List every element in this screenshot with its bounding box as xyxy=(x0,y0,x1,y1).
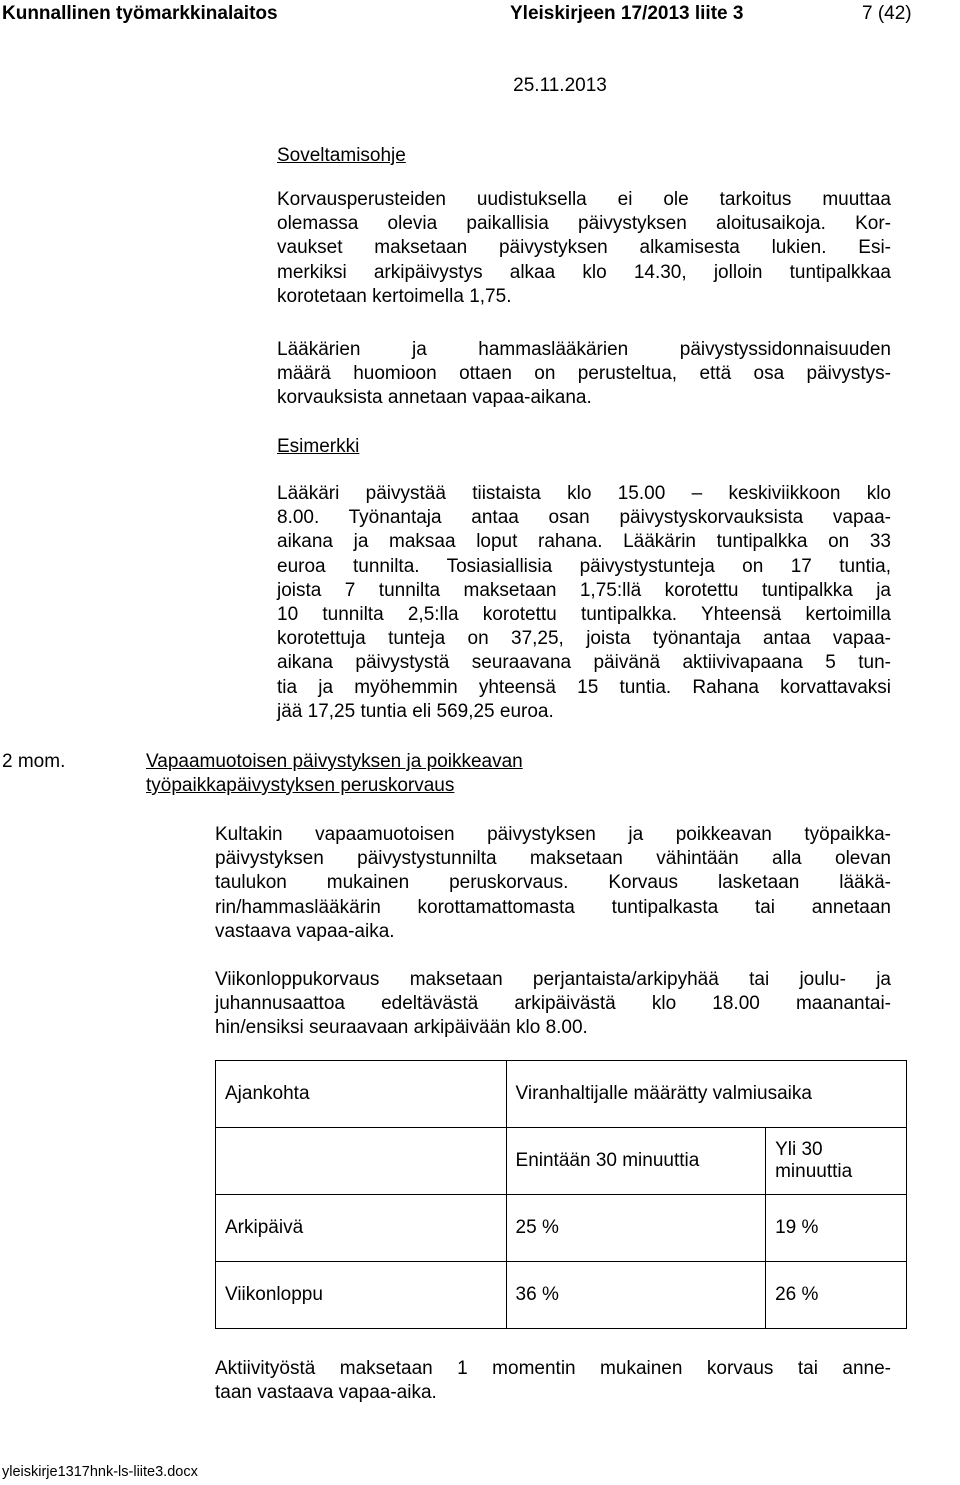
text-line: taan vastaava vapaa-aika. xyxy=(215,1382,437,1404)
text-line: korotettuja tunteja on 37,25, joista työnantaja antaa vapaa- xyxy=(277,628,891,650)
text-line: Korvausperusteiden uudistuksella ei ole tarkoitus muuttaa xyxy=(277,189,891,210)
text-line: aikana päivystystä seuraavana päivänä aktiivivapaana 5 tun- xyxy=(277,652,891,674)
text-line: Lääkärien ja hammaslääkärien päivystyssidonnaisuuden xyxy=(277,339,891,360)
moment-label: 2 mom. xyxy=(2,751,66,772)
text-line: vastaava vapaa-aika. xyxy=(215,920,395,942)
table-cell: 25 % xyxy=(506,1195,766,1262)
text-line: rin/hammaslääkärin korottamattomasta tuntipalkasta tai annetaan xyxy=(215,896,891,918)
header-org: Kunnallinen työmarkkinalaitos xyxy=(2,3,278,24)
text-line: merkiksi arkipäivystys alkaa klo 14.30, jolloin tuntipalkkaa xyxy=(277,261,891,283)
text-line: tia ja myöhemmin yhteensä 15 tuntia. Rahana korvattavaksi xyxy=(277,676,891,698)
text-line: Aktiivityöstä maksetaan 1 momentin mukainen korvaus tai anne- xyxy=(215,1358,891,1379)
text-line: taulukon mukainen peruskorvaus. Korvaus lasketaan lääkä- xyxy=(215,872,891,894)
header-doc-ref: Yleiskirjeen 17/2013 liite 3 xyxy=(510,3,744,24)
table-cell-empty xyxy=(216,1128,507,1195)
text-line: korvauksista annetaan vapaa-aikana. xyxy=(277,387,592,409)
table-header-valmiusaika: Viranhaltijalle määrätty valmiusaika xyxy=(506,1061,906,1128)
moment-title-line1: Vapaamuotoisen päivystyksen ja poikkeavan xyxy=(146,751,523,772)
text-line: euroa tunnilta. Tosiasiallisia päivystystunteja on 17 tuntia, xyxy=(277,555,891,577)
table-cell: 26 % xyxy=(766,1262,907,1329)
paragraph-peruskorvaus xyxy=(215,823,891,944)
compensation-table xyxy=(215,1060,907,1329)
moment-title-line2: työpaikkapäivystyksen peruskorvaus xyxy=(146,775,455,796)
text-line: vaukset maksetaan päivystyksen alkamisesta lukien. Esi- xyxy=(277,237,891,259)
table-cell: 36 % xyxy=(506,1262,766,1329)
paragraph-aktiivityo xyxy=(215,1357,891,1405)
text-line: joista 7 tunnilta maksetaan 1,75:llä korotettu tuntipalkka ja xyxy=(277,579,891,601)
table-row xyxy=(216,1195,907,1262)
table-subheader-max30: Enintään 30 minuuttia xyxy=(506,1128,766,1195)
table-row-label: Viikonloppu xyxy=(216,1262,507,1329)
text-line: aikana ja maksaa loput rahana. Lääkärin tuntipalkka on 33 xyxy=(277,531,891,553)
text-line: olemassa olevia paikallisia päivystyksen aloitusaikoja. Kor- xyxy=(277,213,891,235)
text-line: päivystyksen päivystystunnilta maksetaan vähintään alla olevan xyxy=(215,848,891,870)
table-header-ajankohta: Ajankohta xyxy=(216,1061,507,1128)
heading-soveltamisohje: Soveltamisohje xyxy=(277,145,406,166)
text-line: 10 tunnilta 2,5:lla korotettu tuntipalkka. Yhteensä kertoimilla xyxy=(277,604,891,626)
footer-filename: yleiskirje1317hnk-ls-liite3.docx xyxy=(2,1464,198,1480)
paragraph-laakarit xyxy=(277,338,891,411)
paragraph-viikonloppukorvaus xyxy=(215,968,891,1041)
table-row xyxy=(216,1262,907,1329)
header-page-number: 7 (42) xyxy=(862,3,912,24)
text-line: Lääkäri päivystää tiistaista klo 15.00 – keskiviikkoon klo xyxy=(277,483,891,504)
text-line: jää 17,25 tuntia eli 569,25 euroa. xyxy=(277,700,554,722)
table-subheader-over30: Yli 30 minuuttia xyxy=(766,1128,907,1195)
text-line: 8.00. Työnantaja antaa osan päivystyskorvauksista vapaa- xyxy=(277,507,891,529)
heading-esimerkki: Esimerkki xyxy=(277,436,360,457)
paragraph-korvausperusteet xyxy=(277,188,891,309)
header-date: 25.11.2013 xyxy=(513,75,607,96)
table-header-row xyxy=(216,1061,907,1128)
paragraph-example xyxy=(277,482,891,724)
text-line: Viikonloppukorvaus maksetaan perjantaista/arkipyhää tai joulu- ja xyxy=(215,969,891,990)
text-line: juhannusaattoa edeltävästä arkipäivästä klo 18.00 maanantai- xyxy=(215,993,891,1015)
table-cell: 19 % xyxy=(766,1195,907,1262)
text-line: Kultakin vapaamuotoisen päivystyksen ja poikkeavan työpaikka- xyxy=(215,824,891,845)
table-row-label: Arkipäivä xyxy=(216,1195,507,1262)
table-subheader-row xyxy=(216,1128,907,1195)
text-line: määrä huomioon ottaen on perusteltua, että osa päivystys- xyxy=(277,363,891,385)
text-line: korotetaan kertoimella 1,75. xyxy=(277,285,512,307)
text-line: hin/ensiksi seuraavaan arkipäivään klo 8.00. xyxy=(215,1017,588,1039)
